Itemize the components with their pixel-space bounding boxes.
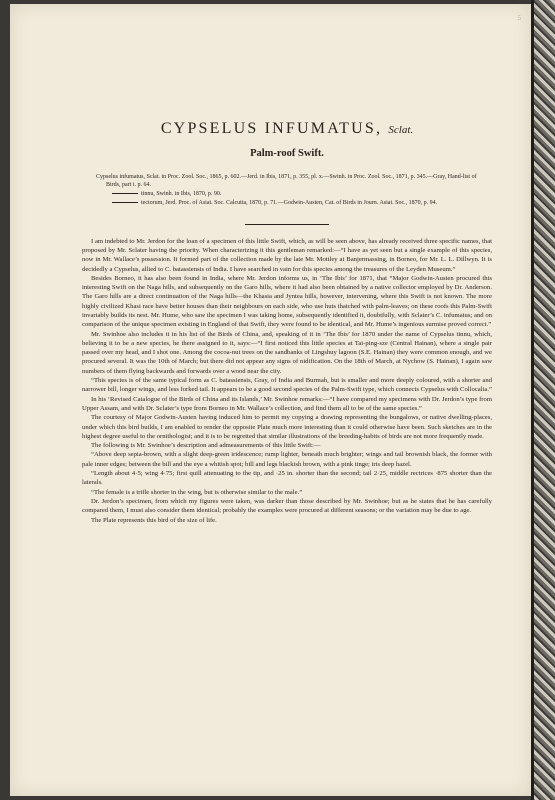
synonymy-entry: tinnu, Swinh. in Ibis, 1870, p. 90. <box>82 190 492 198</box>
common-name: Palm-roof Swift. <box>250 148 324 159</box>
synonymy-entry: tectorum, Jerd. Proc. of Asiat. Soc. Calcutta, 1870, p. 71.—Godwin-Austen, Cat. of Birds in Journ. Asiat. Soc., 1870, p. 94. <box>82 199 492 207</box>
species-title <box>82 120 492 138</box>
body-text <box>82 237 492 525</box>
paragraph: The following is Mr. Swinhoe’s description and admeasurements of this little Swift:— <box>91 442 321 450</box>
species-name: CYPSELUS INFUMATUS, <box>160 120 383 137</box>
paragraph: I am indebted to Mr. Jerdon for the loan of a specimen of this little Swift, which, as will be seen above, has already received three specific names, that proposed by Mr. Sclater having the priority. When characterizing it this gentleman remarked:—“I have as yet seen but a single example of this species, now in Mr. Wallace’s possession. It formed part of the collection made by the late Mr. Mottley at Banjermassing, in Borneo, for Mr. L. L. Dillwyn. It is decidedly a Cypselus, allied to C. batassiensis of India. I have searched in vain for this species among the treasures of the Leyden Museum.” <box>82 237 492 273</box>
paragraph: Mr. Swinhoe also includes it in his list of the Birds of China, and, speaking of it in ‘The Ibis’ for 1870 under the name of Cypselus tinnu, which, believing it to be a new species, he there assigned to it, says:—“I first noticed this little species at Tai-ping-sze (Central Hainan), where a single pair passed over my head, and I shot one. Among the cocoa-nut trees on the sandbanks of Lingshuy lagoon (S.E. Hainan) they were common enough, and we procured several. It was the 10th of March; but there did not appear any signs of nidification. On the 18th of March, at Nychow (S. Hainan), I again saw numbers of them flying backwards and forwards over a wood near the city. <box>82 330 492 375</box>
section-divider <box>245 224 329 225</box>
book-binding-edge <box>531 0 555 800</box>
paragraph: The Plate represents this bird of the size of life. <box>91 516 217 524</box>
synonymy-block <box>82 173 492 208</box>
species-authority: Sclat. <box>388 124 414 136</box>
paragraph: “This species is of the same typical form as C. batassiensis, Gray, of India and Burmah, but is smaller and more deeply coloured, with a shorter and narrower bill, longer wings, and less forked tail. It appears to be a good second species of the Palm-Swift type, which connects Cypselus with Collocalia.” <box>82 377 492 394</box>
book-page <box>10 4 531 796</box>
paragraph: “The female is a trifle shorter in the wing, but is otherwise similar to the male.” <box>91 488 303 496</box>
paragraph: “Above deep sepia-brown, with a slight deep-green iridescence; rump lighter, beneath much brighter; wings and tail brownish black, the former with pale inner edges; between the bill and the eye a whitish spot; bill and legs blackish brown, with a pink tinge; iris deep hazel. <box>82 451 492 468</box>
page-content <box>82 120 492 525</box>
paragraph: The courtesy of Major Godwin-Austen having induced him to permit my copying a drawing representing the bungalows, or native dwelling-places, under which this bird builds, I am enabled to render the opposite Plate much more interesting than it could otherwise have been. Such sketches are in the highest degree useful to the ornithologist; and it is to be regretted that similar illustrations of the breeding-habits of birds are not more frequently made. <box>82 414 492 440</box>
paragraph: “Length about 4·5; wing 4·75; first quill attenuating to the tip, and ·25 in. shorter than the second; tail 2·25, middle rectrices ·875 shorter than the laterals. <box>82 470 492 487</box>
paragraph: Dr. Jerdon’s specimen, from which my figures were taken, was darker than those described by Mr. Swinhoe; but as he states that he has carefully compared them, I must also consider them identical; probably the examples were procured at different seasons; or the variation may be due to age. <box>82 497 492 515</box>
paragraph: Besides Borneo, it has also been found in India, where Mr. Jerdon informs us, in ‘The Ibis’ for 1871, that “Major Godwin-Austen procured this interesting Swift on the Naga hills, and subsequently on the Garo hills, where it had also been obtained by a native collector employed by Dr. Anderson. The Garo hills are a direct continuation of the Naga hills—the Khasia and Jyntea hills, however, intervening, where this Swift is not known. The more highly civilized Khasi race have better houses than their neighbours on each side, who use huts thatched with palm-leaves; on these roofs this Palm-Swift invariably builds its nest. Mr. Hume, who saw the specimen I was taking home, subsequently identified it, doubtfully, with Sclater’s C. infumatus; and on comparison of the unique specimen existing in England of that Swift, they were found to be identical, and Mr. Hume’s ingenious surmise proved correct.” <box>82 274 492 329</box>
page-folio: 5 <box>517 14 521 22</box>
paragraph: In his ‘Revised Catalogue of the Birds of China and its Islands,’ Mr. Swinhoe remarks:—“I have compared my specimens with Dr. Jerdon’s type from Upper Assam, and with Dr. Sclater’s type from Borneo in Mr. Wallace’s collection, and find them all to be of the same species.” <box>82 395 492 412</box>
synonymy-entry: Cypselus infumatus, Sclat. in Proc. Zool. Soc., 1865, p. 602.—Jerd. in Ibis, 1871, p. 355, pl. x.—Swinh. in Proc. Zool. Soc., 1871, p. 345.—Gray, Hand-list of Birds, part i. p. 64. <box>96 174 477 189</box>
